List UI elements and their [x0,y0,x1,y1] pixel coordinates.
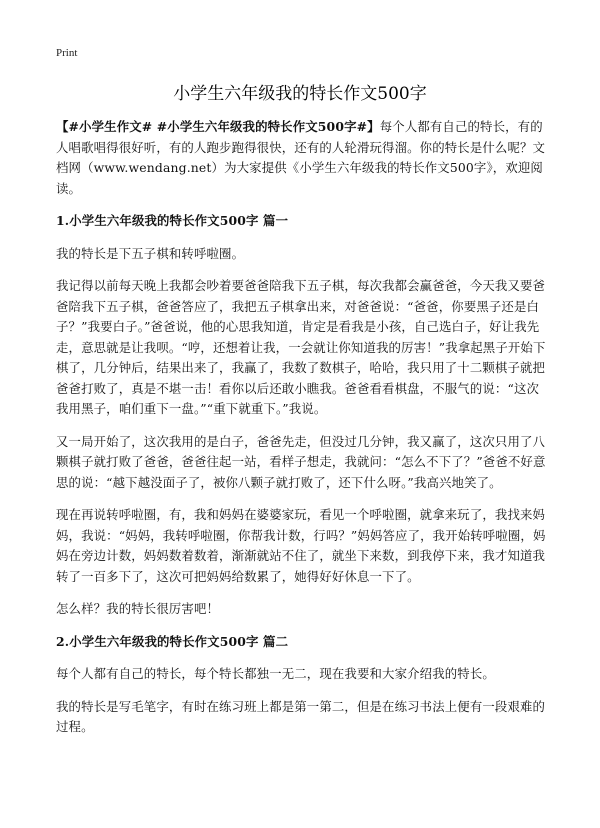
section-1-heading: 1.小学生六年级我的特长作文500字 篇一 [56,213,289,228]
article-title: 小学生六年级我的特长作文500字 [173,84,427,104]
section-1-paragraph: 我的特长是下五子棋和转呼啦圈。 [56,245,245,261]
section-1-paragraph: 现在再说转呼啦圈，有，我和妈妈在婆婆家玩，看见一个呼啦圈，就拿来玩了，我找来妈妈，我说：“妈妈，我转呼啦圈，你帮我计数，行吗？”妈妈答应了，我开始转呼啦圈，妈妈在旁边计数，妈妈数着数着，渐渐就站不住了，就坐下来数，到我停下来，我才知道我转了一百多下了，这次可把妈妈给数累了，她得好好休息一下了。 [56,507,546,584]
section-2-heading: 2.小学生六年级我的特长作文500字 篇二 [56,633,289,649]
print-link[interactable]: Print [56,47,78,59]
intro-text-1: 每个人都有自己的特长，有的人唱歌唱得很好听，有的人跑步跑得很快，还有的人轮滑玩得溜。你的特长是什么呢？文档网（ [56,119,546,175]
website-link[interactable]: www.wendang.net [93,160,212,175]
article-body [56,117,546,750]
section-1-paragraph: 我记得以前每天晚上我都会吵着要爸爸陪我下五子棋，每次我都会赢爸爸，今天我又要爸爸陪我下五子棋，爸爸答应了，我把五子棋拿出来，对爸爸说：“爸爸，你要黑子还是白子？”我要白子。”爸爸说，他的心思我知道，肯定是看我是小孩，自己选白子，好让我先走，意思就是让我呗。“哼，还想着让我，一会就让你知道我的厉害！”我拿起黑子开始下棋了，几分钟后，结果出来了，我赢了，我数了数棋子，哈哈，我只用了十二颗棋子就把爸爸打败了，真是不堪一击！看你以后还敢小瞧我。爸爸看看棋盘，不服气的说：“这次我用黑子，咱们重下一盘。”“重下就重下。”我说。 [56,278,546,416]
section-1-paragraph: 怎么样？我的特长很厉害吧！ [56,601,220,616]
intro-text-2: ）为大家提供《小学生六年级我的特长作文500字》，欢迎阅读。 [56,160,543,196]
intro-tags: 【#小学生作文# #小学生六年级我的特长作文500字#】 [56,119,380,134]
intro-paragraph [56,117,546,199]
section-1-paragraph: 又一局开始了，这次我用的是白子，爸爸先走，但没过几分钟，我又赢了，这次只用了八颗棋子就打败了爸爸，爸爸往起一站，看样子想走，我就问：“怎么不下了？”爸爸不好意思的说：“越下越没面子了，被你八颗子就打败了，还下什么呀。”我高兴地笑了。 [56,433,546,490]
section-2-paragraph: 我的特长是写毛笔字，有时在练习班上都是第一第二，但是在练习书法上便有一段艰难的过程。 [56,698,546,734]
section-2-paragraph: 每个人都有自己的特长，每个特长都独一无二，现在我要和大家介绍我的特长。 [56,666,495,681]
